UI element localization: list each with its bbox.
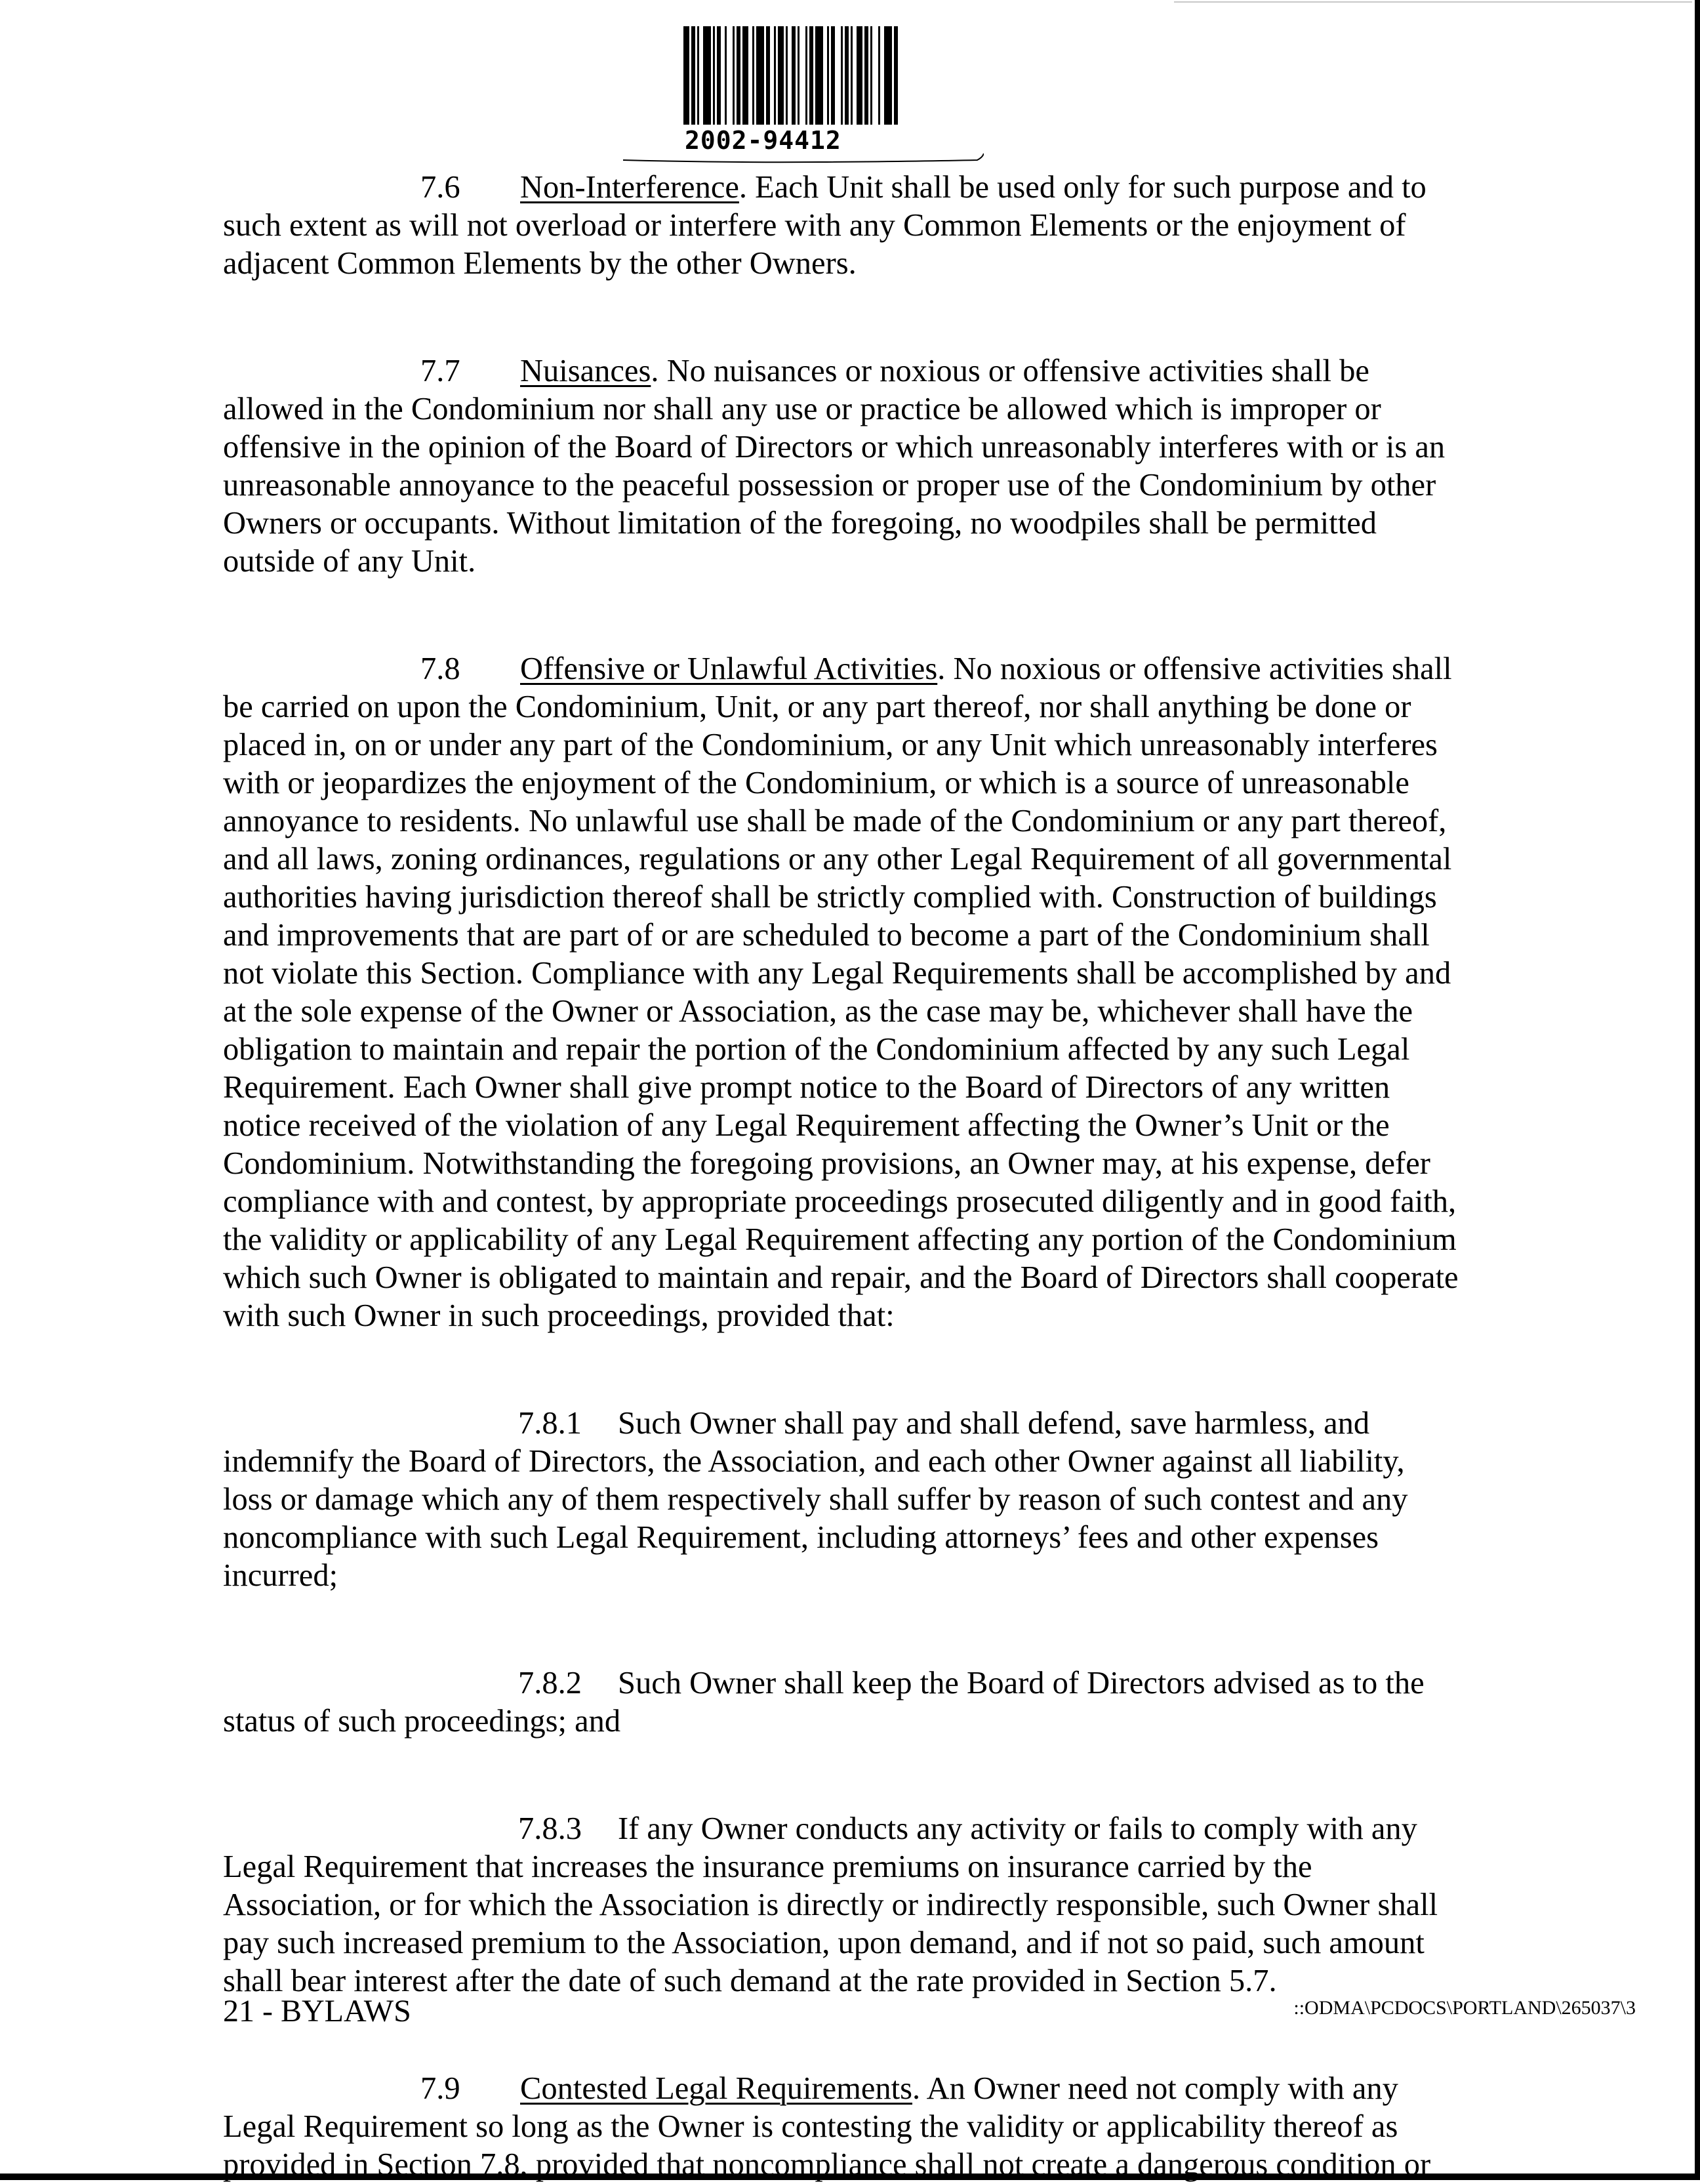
barcode-bar [857, 26, 862, 125]
section-number: 7.8.2 [518, 1666, 582, 1700]
section-heading: Nuisances [520, 354, 651, 388]
section-line: noncompliance with such Legal Requirement, including attorneys’ fees and other expenses [223, 1520, 1379, 1555]
section-first-line [223, 1664, 1508, 1702]
section-number: 7.8.3 [518, 1811, 582, 1846]
document-body [223, 169, 1508, 2184]
section-line: authorities having jurisdiction thereof shall be strictly complied with. Construction of buildings [223, 880, 1437, 915]
section-line: allowed in the Condominium nor shall any use or practice be allowed which is improper or [223, 392, 1381, 426]
barcode-bar [733, 26, 735, 125]
section-first-line [223, 352, 1508, 390]
barcode-stamp-underline [623, 151, 984, 169]
barcode-bar [752, 26, 754, 125]
section-7-7 [223, 352, 1508, 581]
section-number: 7.6 [420, 170, 460, 205]
section-line: indemnify the Board of Directors, the Association, and each other Owner against all liability, [223, 1444, 1405, 1479]
barcode-bar [737, 26, 740, 125]
barcode-number: 2002-94412 [685, 126, 841, 155]
barcode-bar [841, 26, 843, 125]
barcode-bar [691, 26, 695, 125]
section-first-line [223, 1810, 1508, 1848]
barcode-bar [778, 26, 784, 125]
paragraph-gap [223, 1741, 1508, 1810]
section-first-line [223, 169, 1508, 207]
section-text: . An Owner need not comply with any [912, 2071, 1398, 2106]
section-line: notice received of the violation of any Legal Requirement affecting the Owner’s Unit or the [223, 1108, 1390, 1143]
section-heading: Offensive or Unlawful Activities [520, 651, 938, 686]
section-number: 7.7 [420, 354, 460, 388]
section-line: unreasonable annoyance to the peaceful possession or proper use of the Condominium by other [223, 468, 1436, 503]
page-border-right [1695, 0, 1700, 2180]
section-text: Such Owner shall pay and shall defend, save harmless, and [618, 1406, 1370, 1441]
section-line: the validity or applicability of any Legal Requirement affecting any portion of the Condominium [223, 1222, 1457, 1257]
barcode-bar [827, 26, 829, 125]
top-edge-line [1174, 1, 1692, 3]
barcode-bar [742, 26, 748, 125]
barcode-bar [697, 26, 699, 125]
section-line: Association, or for which the Association is directly or indirectly responsible, such Owner shall [223, 1887, 1438, 1922]
section-7-8-2 [223, 1664, 1508, 1741]
section-line: such extent as will not overload or interfere with any Common Elements or the enjoyment of [223, 208, 1406, 243]
paragraph-gap [223, 1595, 1508, 1664]
section-7-8-1 [223, 1405, 1508, 1595]
section-line: Legal Requirement that increases the insurance premiums on insurance carried by the [223, 1849, 1312, 1884]
section-line: pay such increased premium to the Association, upon demand, and if not so paid, such amount [223, 1926, 1425, 1960]
section-number: 7.9 [420, 2071, 460, 2106]
section-number: 7.8 [420, 651, 460, 686]
barcode-bar [725, 26, 727, 125]
section-text: . Each Unit shall be used only for such purpose and to [739, 170, 1427, 205]
barcode-bar [805, 26, 807, 125]
section-line: annoyance to residents. No unlawful use shall be made of the Condominium or any part thereof, [223, 804, 1447, 838]
barcode-bar [878, 26, 880, 125]
section-line: compliance with and contest, by appropriate proceedings prosecuted diligently and in good faith, [223, 1184, 1457, 1219]
barcode-bar [703, 26, 711, 125]
barcode-bar [884, 26, 892, 125]
section-text: . No noxious or offensive activities shall [937, 651, 1452, 686]
paragraph-gap [223, 581, 1508, 650]
barcode [682, 26, 990, 164]
section-line: outside of any Unit. [223, 544, 476, 579]
section-heading: Non-Interference [520, 170, 739, 205]
paragraph-gap [223, 283, 1508, 352]
barcode-bar [845, 26, 849, 125]
section-line: be carried on upon the Condominium, Unit, or any part thereof, nor shall anything be done or [223, 690, 1411, 724]
section-number: 7.8.1 [518, 1406, 582, 1441]
section-line: status of such proceedings; and [223, 1704, 621, 1739]
barcode-bar [851, 26, 853, 125]
section-first-line [223, 650, 1508, 688]
section-text: . No nuisances or noxious or offensive activities shall be [651, 354, 1369, 388]
barcode-bar [717, 26, 721, 125]
barcode-bar [894, 26, 898, 125]
barcode-bar [864, 26, 868, 125]
section-7-9 [223, 2070, 1508, 2184]
footer-page-label: 21 - BYLAWS [223, 1994, 411, 2029]
section-line: Owners or occupants. Without limitation of the foregoing, no woodpiles shall be permitted [223, 506, 1377, 541]
section-line: Condominium. Notwithstanding the foregoing provisions, an Owner may, at his expense, defer [223, 1146, 1430, 1181]
section-line: offensive in the opinion of the Board of Directors or which unreasonably interferes with or is an [223, 430, 1446, 464]
barcode-bar [809, 26, 813, 125]
barcode-bar [786, 26, 788, 125]
barcode-bar [792, 26, 796, 125]
section-line: provided in Section 7.8, provided that noncompliance shall not create a dangerous condition or [223, 2147, 1431, 2182]
barcode-bar [756, 26, 764, 125]
barcode-bar [831, 26, 835, 125]
section-line: with or jeopardizes the enjoyment of the Condominium, or which is a source of unreasonable [223, 766, 1409, 800]
section-line: Legal Requirement so long as the Owner is contesting the validity or applicability thereof as [223, 2109, 1398, 2144]
section-line: adjacent Common Elements by the other Owners. [223, 246, 857, 281]
section-line: and all laws, zoning ordinances, regulations or any other Legal Requirement of all governmental [223, 842, 1452, 876]
section-text: Such Owner shall keep the Board of Directors advised as to the [618, 1666, 1425, 1700]
barcode-bar [774, 26, 776, 125]
section-line: Requirement. Each Owner shall give prompt notice to the Board of Directors of any written [223, 1070, 1390, 1105]
section-7-8 [223, 650, 1508, 1335]
section-text: If any Owner conducts any activity or fails to comply with any [618, 1811, 1417, 1846]
barcode-bar [683, 26, 689, 125]
section-line: and improvements that are part of or are scheduled to become a part of the Condominium shall [223, 918, 1430, 953]
barcode-bar [766, 26, 770, 125]
section-heading: Contested Legal Requirements [520, 2071, 913, 2106]
section-line: incurred; [223, 1558, 338, 1593]
section-7-8-3 [223, 1810, 1508, 2000]
section-first-line [223, 2070, 1508, 2108]
barcode-bar [815, 26, 823, 125]
section-line: which such Owner is obligated to maintain and repair, and the Board of Directors shall cooperate [223, 1260, 1459, 1295]
barcode-bar [798, 26, 799, 125]
paragraph-gap [223, 1335, 1508, 1405]
section-line: at the sole expense of the Owner or Association, as the case may be, whichever shall have the [223, 994, 1413, 1029]
section-line: not violate this Section. Compliance with any Legal Requirements shall be accomplished by and [223, 956, 1451, 991]
barcode-bar [713, 26, 715, 125]
barcode-bar [870, 26, 872, 125]
section-7-6 [223, 169, 1508, 283]
barcode-bars [682, 26, 984, 131]
footer-doc-path: ::ODMA\PCDOCS\PORTLAND\265037\3 [1293, 1997, 1636, 2019]
section-line: obligation to maintain and repair the portion of the Condominium affected by any such Legal [223, 1032, 1410, 1067]
section-line: placed in, on or under any part of the Condominium, or any Unit which unreasonably interferes [223, 728, 1438, 762]
section-line: shall bear interest after the date of such demand at the rate provided in Section 5.7. [223, 1964, 1277, 1998]
section-line: loss or damage which any of them respectively shall suffer by reason of such contest and any [223, 1482, 1408, 1517]
section-first-line [223, 1405, 1508, 1443]
section-line: with such Owner in such proceedings, provided that: [223, 1298, 895, 1333]
